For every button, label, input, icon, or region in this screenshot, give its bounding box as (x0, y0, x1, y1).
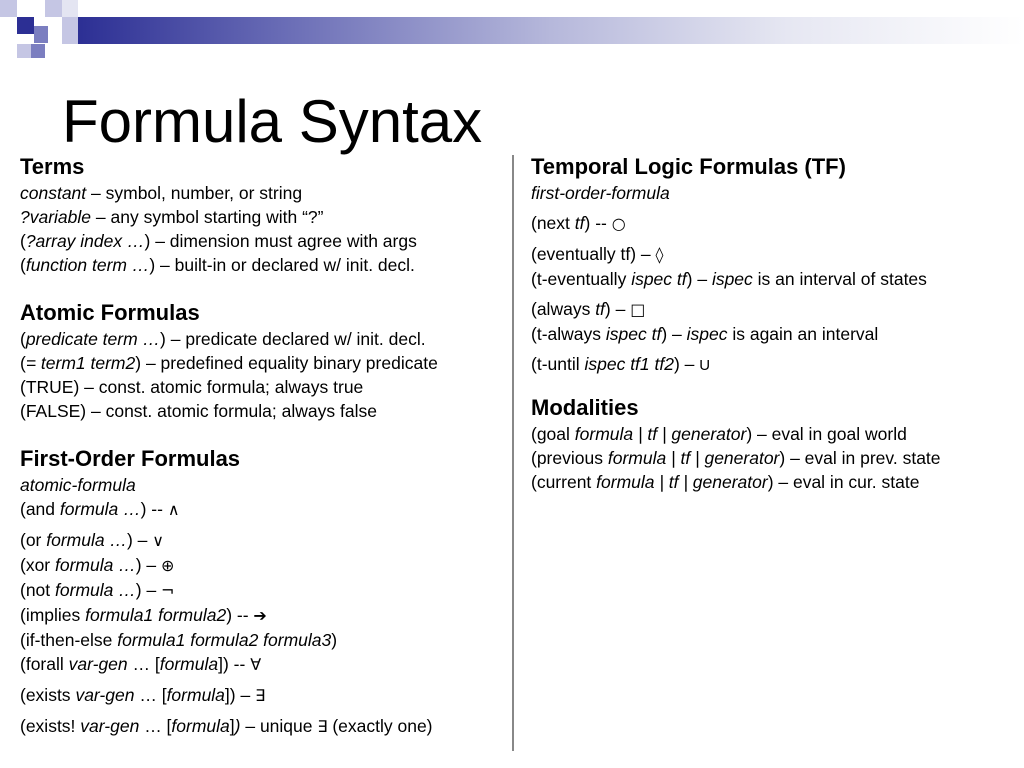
terms-line-variable: ?variable – any symbol starting with “?” (20, 207, 324, 227)
left-column (20, 153, 505, 739)
tf-line-always: (always tf) – □ (531, 299, 646, 319)
atomic-formulas-section (20, 299, 505, 423)
tf-line-eventually: (eventually tf) – ◊ (531, 244, 664, 264)
banner-square (17, 44, 31, 58)
temporal-logic-section (531, 153, 1016, 378)
banner-square (17, 17, 34, 34)
banner-square (0, 0, 17, 17)
fo-line-exists-unique: (exists! var-gen … [formula]) – unique ∃ (exactly one) (20, 716, 433, 736)
fo-line-atomic-formula: atomic-formula (20, 475, 136, 495)
fo-line-if-then-else: (if-then-else formula1 formula2 formula3) (20, 630, 338, 650)
forall-symbol-icon: ∀ (250, 655, 262, 674)
next-circle-icon: ○ (611, 214, 626, 233)
fo-line-exists: (exists var-gen … [formula]) – ∃ (20, 685, 266, 705)
banner-gradient-bar (78, 17, 1024, 44)
fo-line-and: (and formula …) -- ∧ (20, 499, 180, 519)
atomic-formulas-heading: Atomic Formulas (20, 300, 200, 325)
modalities-section (531, 394, 1016, 494)
atomic-line-true: (TRUE) – const. atomic formula; always true (20, 377, 364, 397)
temporal-logic-heading: Temporal Logic Formulas (TF) (531, 154, 846, 179)
exists-symbol-icon: ∃ (255, 686, 266, 705)
tf-line-first-order-formula: first-order-formula (531, 183, 670, 203)
fo-line-or: (or formula …) – ∨ (20, 530, 164, 550)
tf-line-next: (next tf) -- ○ (531, 213, 626, 233)
slide-banner (0, 0, 1024, 62)
first-order-formulas-heading: First-Order Formulas (20, 446, 241, 471)
first-order-formulas-section (20, 445, 505, 739)
until-symbol: U (699, 357, 711, 374)
always-box-icon: □ (630, 300, 646, 319)
tf-line-t-eventually: (t-eventually ispec tf) – ispec is an interval of states (531, 269, 927, 289)
banner-square (31, 44, 45, 58)
tf-line-t-always: (t-always ispec tf) – ispec is again an interval (531, 324, 879, 344)
terms-section (20, 153, 505, 277)
banner-square (34, 26, 48, 43)
right-column (531, 153, 1016, 494)
terms-line-constant: constant – symbol, number, or string (20, 183, 303, 203)
terms-line-array-index: (?array index …) – dimension must agree with args (20, 231, 417, 251)
not-symbol-icon: ¬ (161, 581, 175, 600)
tf-line-t-until: (t-until ispec tf1 tf2) – U (531, 354, 711, 374)
banner-square (62, 0, 78, 17)
slide-title: Formula Syntax (62, 88, 483, 155)
exists-symbol-icon: ∃ (317, 717, 328, 736)
eventually-diamond-icon: ◊ (655, 245, 664, 264)
mod-line-current: (current formula | tf | generator) – eval in cur. state (531, 472, 920, 492)
atomic-line-false: (FALSE) – const. atomic formula; always false (20, 401, 377, 421)
terms-heading: Terms (20, 154, 85, 179)
fo-line-implies: (implies formula1 formula2) -- ➔ (20, 605, 267, 625)
atomic-line-predicate: (predicate term …) – predicate declared w/ init. decl. (20, 329, 426, 349)
fo-line-not: (not formula …) – ¬ (20, 580, 175, 600)
implies-arrow-icon: ➔ (253, 606, 267, 625)
column-divider (512, 155, 514, 751)
atomic-line-equality: (= term1 term2) – predefined equality binary predicate (20, 353, 438, 373)
banner-square (62, 17, 78, 44)
banner-square (45, 0, 62, 17)
fo-line-forall: (forall var-gen … [formula]) -- ∀ (20, 654, 262, 674)
or-symbol-icon: ∨ (152, 531, 164, 550)
fo-line-xor: (xor formula …) – ⊕ (20, 555, 175, 575)
and-symbol-icon: ∧ (167, 500, 180, 519)
xor-symbol-icon: ⊕ (161, 556, 175, 575)
mod-line-previous: (previous formula | tf | generator) – eval in prev. state (531, 448, 941, 468)
modalities-heading: Modalities (531, 395, 639, 420)
mod-line-goal: (goal formula | tf | generator) – eval in goal world (531, 424, 907, 444)
terms-line-function-term: (function term …) – built-in or declared w/ init. decl. (20, 255, 415, 275)
